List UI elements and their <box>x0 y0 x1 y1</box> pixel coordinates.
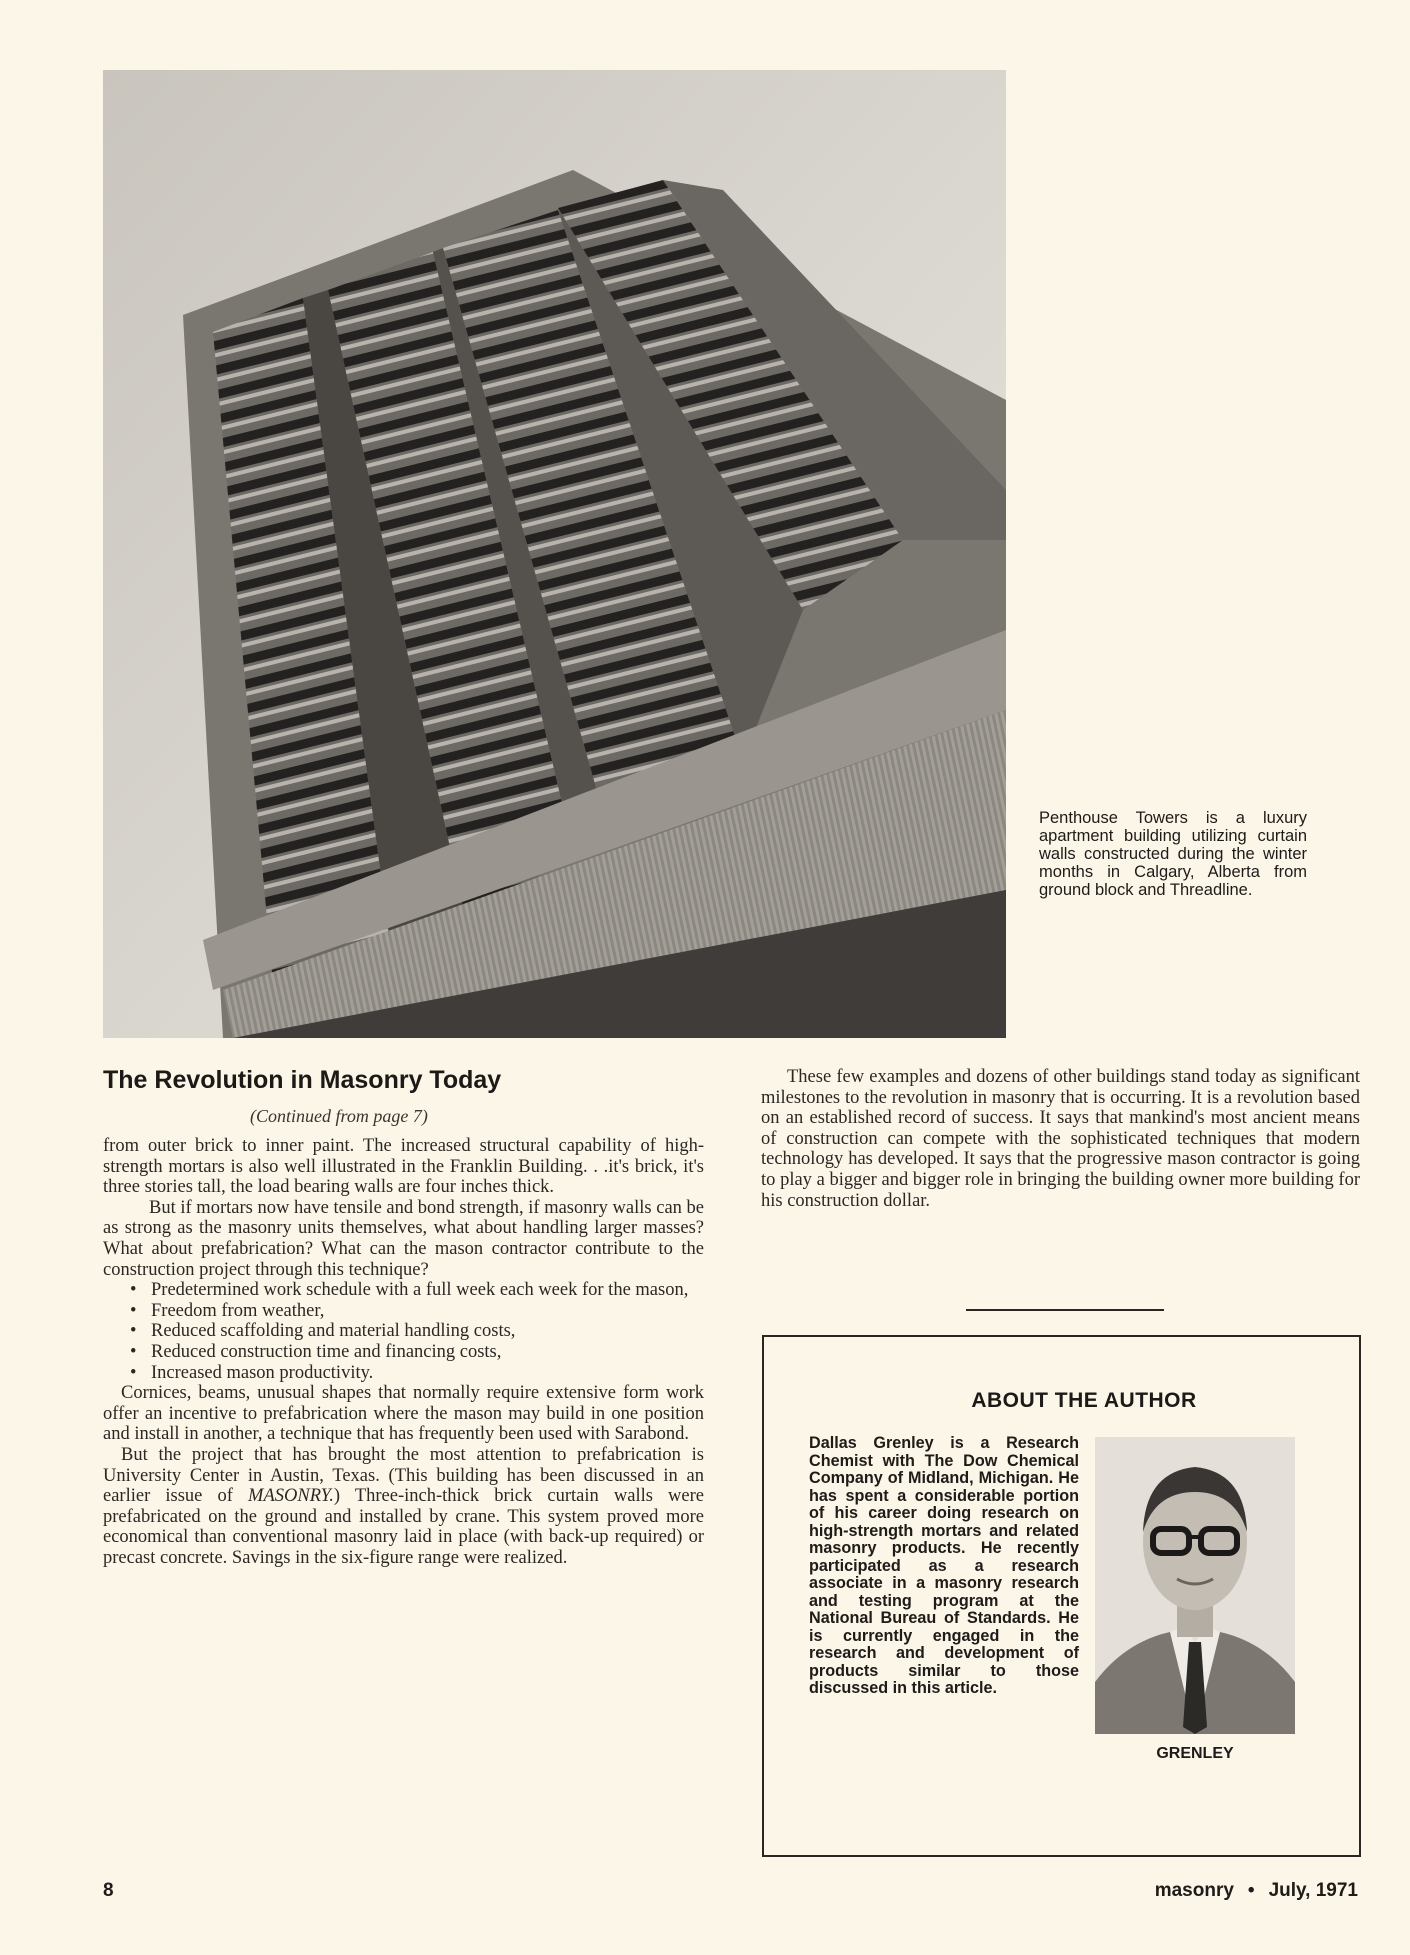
building-photo <box>103 70 1006 1038</box>
list-item <box>103 1280 704 1301</box>
page-footer <box>1155 1880 1358 1902</box>
author-portrait-graphic <box>1095 1437 1295 1734</box>
issue-date: July, 1971 <box>1268 1880 1358 1901</box>
continued-note: (Continued from page 7) <box>250 1106 428 1126</box>
article-text: But the project that has brought the most attention to prefabrication is University Center in Austin, Texas. (This building has been discussed in an earlier issue of <box>103 1444 704 1507</box>
article-paragraph: from outer brick to inner paint. The increased structural capability of high-strength mortars is also well illustrated in the Franklin Building. . .it's brick, it's three stories tall, the load bearing walls are four inches thick. <box>103 1136 704 1198</box>
list-item-text: Reduced scaffolding and material handling costs, <box>151 1321 516 1342</box>
list-item-text: Freedom from weather, <box>151 1300 325 1321</box>
article-right-column <box>761 1067 1360 1211</box>
bullet-icon: • <box>130 1321 137 1342</box>
list-item <box>103 1342 704 1363</box>
list-item-text: Predetermined work schedule with a full week each week for the mason, <box>151 1280 689 1301</box>
footer-separator: • <box>1247 1880 1255 1901</box>
article-paragraph <box>103 1445 704 1569</box>
photo-caption: Penthouse Towers is a luxury apartment building utilizing curtain walls constructed during the winter months in Calgary, Alberta from ground block and Threadline. <box>1039 809 1307 899</box>
magazine-reference: MASONRY. <box>248 1486 334 1507</box>
bullet-icon: • <box>130 1341 137 1362</box>
author-heading: ABOUT THE AUTHOR <box>971 1389 1197 1412</box>
about-author-box <box>762 1335 1361 1857</box>
magazine-name: masonry <box>1154 1880 1234 1901</box>
section-divider <box>966 1309 1164 1311</box>
list-item-text: Reduced construction time and financing costs, <box>151 1341 502 1362</box>
building-photo-graphic <box>103 70 1006 1038</box>
bullet-icon: • <box>130 1300 137 1321</box>
list-item <box>103 1321 704 1342</box>
list-item <box>103 1363 704 1384</box>
bullet-icon: • <box>130 1362 137 1383</box>
article-paragraph: These few examples and dozens of other buildings stand today as significant milestones to the revolution in masonry that is occurring. It is a revolution based on an established record of success. It says that mankind's most ancient means of construction can compete with the sophisticated techniques that modern technology has developed. It says that the progressive mason contractor is going to play a bigger and bigger role in bringing the building owner more building for his construction dollar. <box>761 1067 1360 1211</box>
author-portrait <box>1095 1437 1295 1734</box>
list-item <box>103 1301 704 1322</box>
article-text: ) Three-inch-thick brick curtain walls were prefabricated on the ground and installed by crane. This system proved more economical than conventional masonry laid in place (with back-up required) or precast concrete. Savings in the six-figure range were realized. <box>103 1486 704 1568</box>
page-number: 8 <box>103 1880 114 1901</box>
author-bio: Dallas Grenley is a Research Chemist with The Dow Chemical Company of Midland, Michigan. He has spent a considerable portion of his career doing research on high-strength mortars and related masonry products. He recently participated as a research associate in a masonry research and testing program at the National Bureau of Standards. He is currently engaged in the research and development of products similar to those discussed in this article. <box>809 1434 1079 1697</box>
article-left-column <box>103 1136 704 1568</box>
article-title: The Revolution in Masonry Today <box>103 1066 502 1094</box>
article-paragraph: But if mortars now have tensile and bond strength, if masonry walls can be as strong as the masonry units themselves, what about handling larger masses? What about prefabrication? What can the mason contractor contribute to the construction project through this technique? <box>103 1197 704 1280</box>
article-paragraph: Cornices, beams, unusual shapes that normally require extensive form work offer an incentive to prefabrication where the mason may build in one position and install in another, a technique that has frequently been used with Sarabond. <box>103 1383 704 1445</box>
bullet-list <box>103 1280 704 1383</box>
bullet-icon: • <box>130 1280 137 1301</box>
list-item-text: Increased mason productivity. <box>151 1362 374 1383</box>
portrait-caption: GRENLEY <box>1156 1745 1234 1762</box>
